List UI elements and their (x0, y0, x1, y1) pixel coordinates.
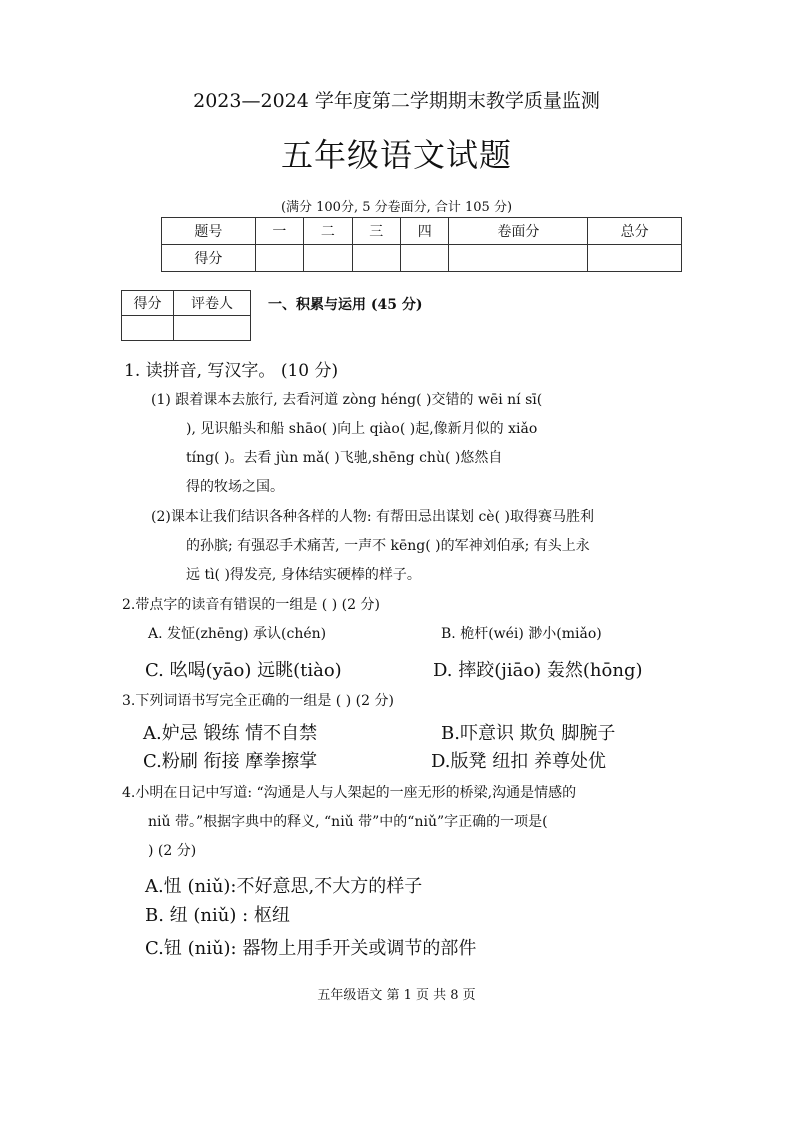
question-4-line: niǔ 带。”根据字典中的释义, “niǔ 带”中的“niǔ”字正确的一项是( (148, 814, 548, 830)
table-cell: 得分 (122, 291, 174, 316)
question-text-line: ), 见识船头和船 shāo( )向上 qiào( )起,像新月似的 xiǎo (186, 421, 538, 437)
option-c: C. 吆喝(yāo) 远眺(tiào) (145, 660, 342, 681)
option-b: B. 桅杆(wéi) 渺小(miǎo) (441, 626, 602, 642)
section-title: 一、积累与运用 (45 分) (268, 297, 423, 313)
question-text-line: 的孙膑; 有强忍手术痛苦, 一声不 kēng( )的军神刘伯承; 有头上永 (186, 538, 590, 554)
option-a: A. 发怔(zhēng) 承认(chén) (148, 626, 327, 642)
table-cell: 二 (304, 218, 352, 245)
table-cell: 题号 (162, 218, 256, 245)
exam-title: 五年级语文试题 (280, 136, 512, 174)
score-blank-cell[interactable] (304, 245, 352, 272)
score-blank-cell[interactable] (449, 245, 588, 272)
table-cell: 得分 (162, 245, 256, 272)
grader-table-blank-row (122, 316, 251, 341)
score-blank-cell[interactable] (352, 245, 400, 272)
grader-table (121, 290, 251, 341)
question-1-heading: 1. 读拼音, 写汉字。 (10 分) (124, 361, 339, 381)
score-blank-cell[interactable] (255, 245, 303, 272)
score-table-header-row (162, 218, 682, 245)
table-cell: 一 (255, 218, 303, 245)
question-4-line: 4.小明在日记中写道: “沟通是人与人架起的一座无形的桥梁,沟通是情感的 (122, 785, 577, 801)
score-blank-cell[interactable] (588, 245, 682, 272)
table-cell: 总分 (588, 218, 682, 245)
score-info: (满分 100分, 5 分卷面分, 合计 105 分) (280, 200, 513, 215)
page-footer: 五年级语文 第 1 页 共 8 页 (317, 988, 476, 1003)
option-d: D.版凳 纽扣 养尊处优 (431, 751, 606, 772)
grader-table-header-row (122, 291, 251, 316)
option-a: A.妒忌 锻练 情不自禁 (143, 723, 318, 744)
option-c: C.钮 (niǔ): 器物上用手开关或调节的部件 (145, 938, 477, 959)
score-table (161, 217, 682, 272)
question-4-line: ) (2 分) (148, 843, 197, 859)
table-cell: 卷面分 (449, 218, 588, 245)
score-blank-cell[interactable] (122, 316, 174, 341)
question-text-line: (2)课本让我们结识各种各样的人物: 有帮田忌出谋划 cè( )取得赛马胜利 (151, 509, 594, 525)
option-d: D. 摔跤(jiāo) 轰然(hōng) (433, 660, 643, 681)
question-text-line: (1) 跟着课本去旅行, 去看河道 zòng héng( )交错的 wēi ní sī( (151, 392, 543, 408)
table-cell: 三 (352, 218, 400, 245)
table-cell: 四 (400, 218, 448, 245)
question-text-line: 远 tì( )得发亮, 身体结实硬棒的样子。 (186, 567, 421, 583)
option-b: B.吓意识 欺负 脚腕子 (441, 723, 616, 744)
question-2-heading: 2.带点字的读音有错误的一组是 ( ) (2 分) (122, 597, 380, 613)
option-c: C.粉刷 衔接 摩拳擦掌 (143, 751, 318, 772)
exam-subtitle: 2023—2024 学年度第二学期期末教学质量监测 (193, 90, 600, 112)
score-blank-cell[interactable] (400, 245, 448, 272)
score-table-score-row (162, 245, 682, 272)
option-a: A.忸 (niǔ):不好意思,不大方的样子 (145, 876, 423, 897)
option-b: B. 纽 (niǔ) : 枢纽 (145, 905, 290, 926)
question-text-line: 得的牧场之国。 (186, 479, 284, 495)
question-3-heading: 3.下列词语书写完全正确的一组是 ( ) (2 分) (122, 693, 394, 709)
table-cell: 评卷人 (173, 291, 250, 316)
question-text-line: tíng( )。去看 jùn mǎ( )飞驰,shēng chù( )悠然自 (186, 450, 503, 466)
grader-blank-cell[interactable] (173, 316, 250, 341)
